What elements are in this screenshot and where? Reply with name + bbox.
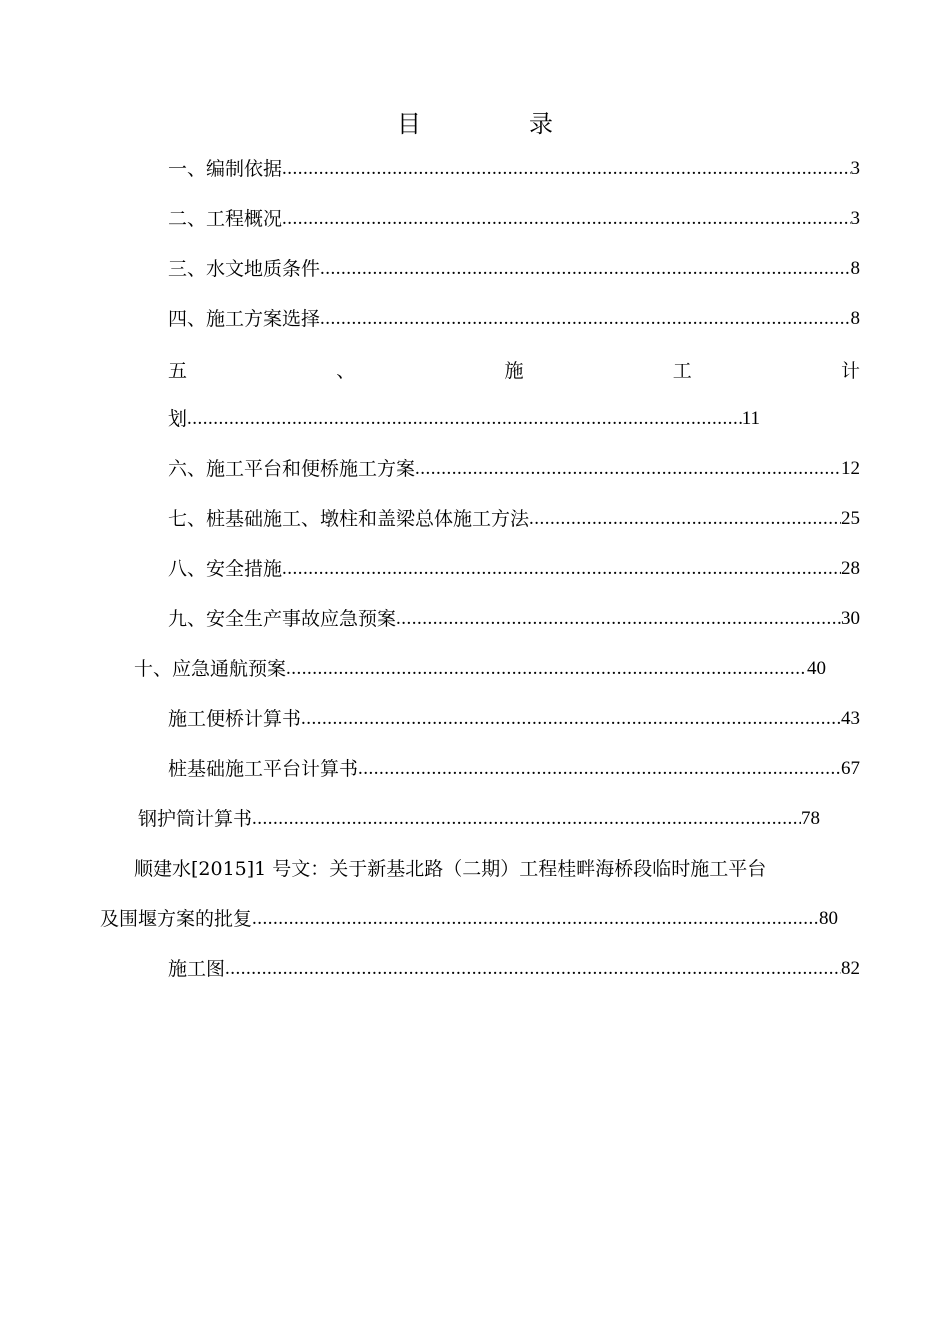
toc-entry[interactable] [168,955,860,983]
toc-entry-label: 桩基础施工平台计算书 [168,758,359,780]
toc-leader-dots [320,255,850,283]
toc-leader-dots [358,755,841,783]
toc-entry-label: 一、编制依据 [168,158,283,180]
toc-entry-spread-line[interactable] [168,357,860,385]
toc-entry-page: 80 [819,908,838,929]
toc-entry[interactable] [168,455,860,483]
toc-entry[interactable] [168,205,860,233]
toc-entry-label: 四、施工方案选择 [168,308,321,330]
toc-leader-dots [187,405,742,433]
toc-entry-page: 43 [841,708,860,729]
toc-title-char-2: 录 [529,110,553,138]
toc-entry-page: 25 [841,508,860,529]
toc-entry-label: 施工图 [168,958,226,980]
toc-leader-dots [282,555,841,583]
toc-leader-dots [396,605,841,633]
toc-entry[interactable] [168,155,860,183]
toc-entry[interactable] [168,405,760,433]
toc-entry-label: 及围堰方案的批复 [100,908,253,930]
toc-entry[interactable] [134,655,826,683]
spread-char: 施 [504,360,524,382]
toc-entry[interactable] [138,805,820,833]
toc-entry-label: 九、安全生产事故应急预案 [168,608,397,630]
toc-entry-page: 8 [850,308,860,329]
toc-entry[interactable] [168,305,860,333]
toc-entry-page: 8 [850,258,860,279]
toc-entry-page: 3 [850,158,860,179]
toc-entry[interactable] [168,505,860,533]
spread-char: 工 [672,360,692,382]
toc-entry-label: 划 [168,408,188,430]
toc-entry-label: 七、桩基础施工、墩柱和盖梁总体施工方法 [168,508,530,530]
toc-entry[interactable] [168,705,860,733]
toc-entry[interactable] [168,605,860,633]
toc-entry-page: 12 [841,458,860,479]
toc-leader-dots [286,655,807,683]
toc-entry-page: 3 [850,208,860,229]
toc-entry-label: 三、水文地质条件 [168,258,321,280]
toc-entry-page: 78 [801,808,820,829]
toc-title [0,104,950,139]
spread-char: 计 [840,360,860,382]
spread-char: 、 [336,360,356,382]
toc-entry-label: 八、安全措施 [168,558,283,580]
toc-entry-page: 11 [741,408,760,429]
toc-leader-dots [415,455,841,483]
toc-entry-page: 30 [841,608,860,629]
toc-entry-page: 40 [807,658,826,679]
toc-entry-label: 二、工程概况 [168,208,283,230]
toc-entry-label: 十、应急通航预案 [134,658,287,680]
toc-leader-dots [529,505,841,533]
toc-entry-page: 28 [841,558,860,579]
toc-entry[interactable] [168,555,860,583]
toc-entry-label: 钢护筒计算书 [138,808,253,830]
toc-entry[interactable] [168,255,860,283]
toc-leader-dots [252,905,819,933]
toc-entry[interactable] [168,755,860,783]
toc-leader-dots [320,305,850,333]
toc-entry[interactable] [100,905,838,933]
spread-char: 五 [168,360,188,382]
toc-entry-label: 六、施工平台和便桥施工方案 [168,458,416,480]
toc-entry-label: 施工便桥计算书 [168,708,302,730]
toc-title-char-1: 目 [397,110,421,138]
toc-entry-page: 67 [841,758,860,779]
toc-entry-page: 82 [841,958,860,979]
toc-leader-dots [282,155,850,183]
toc-entry-first-line[interactable]: 顺建水[2015]1 号文：关于新基北路（二期）工程桂畔海桥段临时施工平台 [134,858,767,880]
toc-leader-dots [225,955,841,983]
toc-leader-dots [282,205,850,233]
toc-leader-dots [252,805,801,833]
toc-leader-dots [301,705,841,733]
